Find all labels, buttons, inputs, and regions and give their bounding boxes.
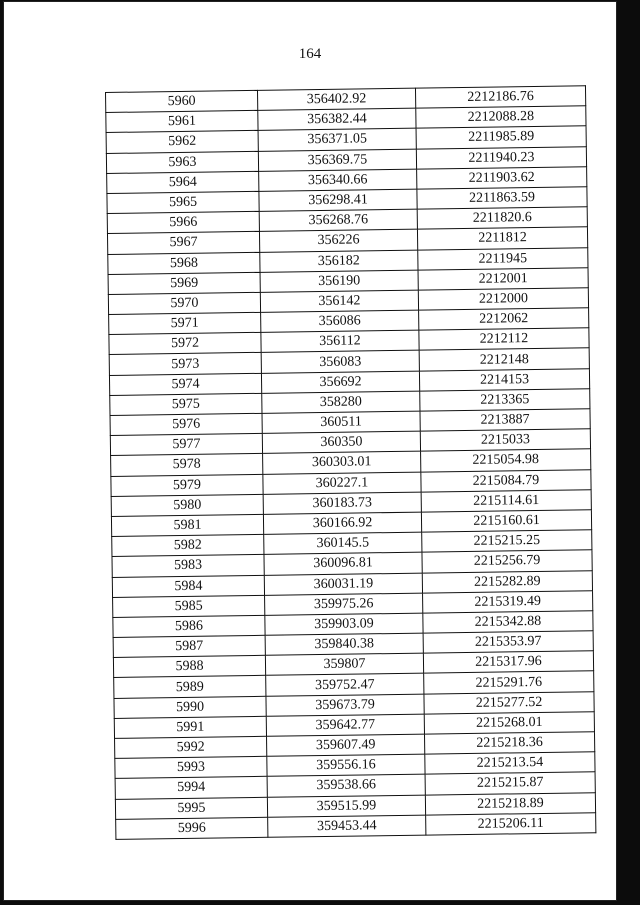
y-coordinate-cell: 2215206.11 — [426, 812, 596, 835]
y-coordinate-cell: 2215084.79 — [421, 469, 591, 492]
y-coordinate-cell: 2211820.6 — [417, 207, 587, 230]
point-number-cell: 5965 — [107, 191, 259, 213]
x-coordinate-cell: 356190 — [260, 270, 418, 292]
x-coordinate-cell: 359515.99 — [267, 795, 425, 817]
x-coordinate-cell: 359556.16 — [267, 754, 425, 776]
y-coordinate-cell: 2212112 — [419, 328, 589, 351]
y-coordinate-cell: 2213887 — [420, 409, 590, 432]
x-coordinate-cell: 360303.01 — [263, 452, 421, 474]
point-number-cell: 5974 — [109, 373, 261, 395]
y-coordinate-cell: 2211985.89 — [416, 126, 586, 149]
table-body — [106, 86, 596, 840]
point-number-cell: 5983 — [112, 555, 264, 577]
y-coordinate-cell: 2211945 — [418, 247, 588, 270]
y-coordinate-cell: 2211903.62 — [417, 167, 587, 190]
x-coordinate-cell: 360145.5 — [264, 532, 422, 554]
point-number-cell: 5987 — [113, 635, 265, 657]
x-coordinate-cell: 356340.66 — [259, 169, 417, 191]
point-number-cell: 5969 — [108, 272, 260, 294]
x-coordinate-cell: 359673.79 — [266, 694, 424, 716]
x-coordinate-cell: 356086 — [261, 310, 419, 332]
y-coordinate-cell: 2212001 — [418, 267, 588, 290]
x-coordinate-cell: 356371.05 — [258, 129, 416, 151]
point-number-cell: 5961 — [106, 111, 258, 133]
y-coordinate-cell: 2215277.52 — [424, 691, 594, 714]
x-coordinate-cell: 356226 — [259, 229, 417, 251]
point-number-cell: 5981 — [111, 514, 263, 536]
x-coordinate-cell: 360166.92 — [263, 512, 421, 534]
point-number-cell: 5996 — [116, 817, 268, 839]
x-coordinate-cell: 360350 — [262, 431, 420, 453]
x-coordinate-cell: 356298.41 — [259, 189, 417, 211]
y-coordinate-cell: 2215215.87 — [425, 772, 595, 795]
y-coordinate-cell: 2215282.89 — [422, 570, 592, 593]
point-number-cell: 5973 — [109, 353, 261, 375]
point-number-cell: 5993 — [115, 756, 267, 778]
point-number-cell: 5966 — [107, 211, 259, 233]
page-number: 164 — [298, 46, 322, 62]
y-coordinate-cell: 2215033 — [420, 429, 590, 452]
y-coordinate-cell: 2215218.89 — [425, 792, 595, 815]
y-coordinate-cell: 2212088.28 — [416, 106, 586, 129]
y-coordinate-cell: 2212000 — [418, 288, 588, 311]
y-coordinate-cell: 2215256.79 — [422, 550, 592, 573]
point-number-cell: 5967 — [107, 232, 259, 254]
point-number-cell: 5976 — [110, 413, 262, 435]
point-number-cell: 5970 — [108, 292, 260, 314]
x-coordinate-cell: 356182 — [260, 250, 418, 272]
y-coordinate-cell: 2211812 — [417, 227, 587, 250]
x-coordinate-cell: 359807 — [265, 653, 423, 675]
x-coordinate-cell: 360183.73 — [263, 492, 421, 514]
y-coordinate-cell: 2215353.97 — [423, 631, 593, 654]
document-page — [4, 2, 616, 900]
y-coordinate-cell: 2215213.54 — [425, 752, 595, 775]
x-coordinate-cell: 359453.44 — [268, 815, 426, 837]
x-coordinate-cell: 360227.1 — [263, 472, 421, 494]
point-number-cell: 5982 — [112, 534, 264, 556]
y-coordinate-cell: 2215319.49 — [423, 590, 593, 613]
x-coordinate-cell: 356083 — [261, 351, 419, 373]
x-coordinate-cell: 356382.44 — [258, 108, 416, 130]
point-number-cell: 5995 — [115, 797, 267, 819]
x-coordinate-cell: 359752.47 — [266, 674, 424, 696]
point-number-cell: 5979 — [111, 474, 263, 496]
point-number-cell: 5991 — [114, 716, 266, 738]
point-number-cell: 5989 — [114, 676, 266, 698]
point-number-cell: 5978 — [111, 454, 263, 476]
x-coordinate-cell: 359538.66 — [267, 774, 425, 796]
y-coordinate-cell: 2212062 — [419, 308, 589, 331]
y-coordinate-cell: 2212186.76 — [415, 86, 585, 109]
y-coordinate-cell: 2215054.98 — [421, 449, 591, 472]
point-number-cell: 5963 — [106, 151, 258, 173]
point-number-cell: 5968 — [108, 252, 260, 274]
point-number-cell: 5980 — [111, 494, 263, 516]
point-number-cell: 5984 — [112, 575, 264, 597]
x-coordinate-cell: 356692 — [261, 371, 419, 393]
y-coordinate-cell: 2215342.88 — [423, 611, 593, 634]
point-number-cell: 5960 — [106, 90, 258, 112]
y-coordinate-cell: 2215114.61 — [421, 490, 591, 513]
x-coordinate-cell: 356402.92 — [257, 88, 415, 110]
point-number-cell: 5990 — [114, 696, 266, 718]
point-number-cell: 5985 — [113, 595, 265, 617]
y-coordinate-cell: 2215218.36 — [424, 732, 594, 755]
point-number-cell: 5977 — [110, 434, 262, 456]
x-coordinate-cell: 358280 — [262, 391, 420, 413]
point-number-cell: 5994 — [115, 777, 267, 799]
y-coordinate-cell: 2215268.01 — [424, 712, 594, 735]
x-coordinate-cell: 356142 — [260, 290, 418, 312]
x-coordinate-cell: 356112 — [261, 330, 419, 352]
coordinate-table — [105, 85, 596, 840]
y-coordinate-cell: 2215160.61 — [421, 510, 591, 533]
point-number-cell: 5972 — [109, 333, 261, 355]
x-coordinate-cell: 359975.26 — [265, 593, 423, 615]
x-coordinate-cell: 356369.75 — [258, 149, 416, 171]
y-coordinate-cell: 2212148 — [419, 348, 589, 371]
x-coordinate-cell: 356268.76 — [259, 209, 417, 231]
x-coordinate-cell: 360031.19 — [264, 573, 422, 595]
point-number-cell: 5964 — [107, 171, 259, 193]
y-coordinate-cell: 2211940.23 — [416, 146, 586, 169]
point-number-cell: 5962 — [106, 131, 258, 153]
point-number-cell: 5975 — [110, 393, 262, 415]
x-coordinate-cell: 360511 — [262, 411, 420, 433]
x-coordinate-cell: 359903.09 — [265, 613, 423, 635]
y-coordinate-cell: 2215215.25 — [422, 530, 592, 553]
x-coordinate-cell: 359607.49 — [267, 734, 425, 756]
coordinate-table-wrapper — [105, 85, 595, 840]
y-coordinate-cell: 2214153 — [419, 368, 589, 391]
point-number-cell: 5971 — [109, 312, 261, 334]
x-coordinate-cell: 359840.38 — [265, 633, 423, 655]
y-coordinate-cell: 2215317.96 — [423, 651, 593, 674]
x-coordinate-cell: 360096.81 — [264, 552, 422, 574]
x-coordinate-cell: 359642.77 — [266, 714, 424, 736]
y-coordinate-cell: 2211863.59 — [417, 187, 587, 210]
point-number-cell: 5988 — [113, 656, 265, 678]
y-coordinate-cell: 2215291.76 — [424, 671, 594, 694]
point-number-cell: 5986 — [113, 615, 265, 637]
point-number-cell: 5992 — [115, 736, 267, 758]
y-coordinate-cell: 2213365 — [420, 389, 590, 412]
